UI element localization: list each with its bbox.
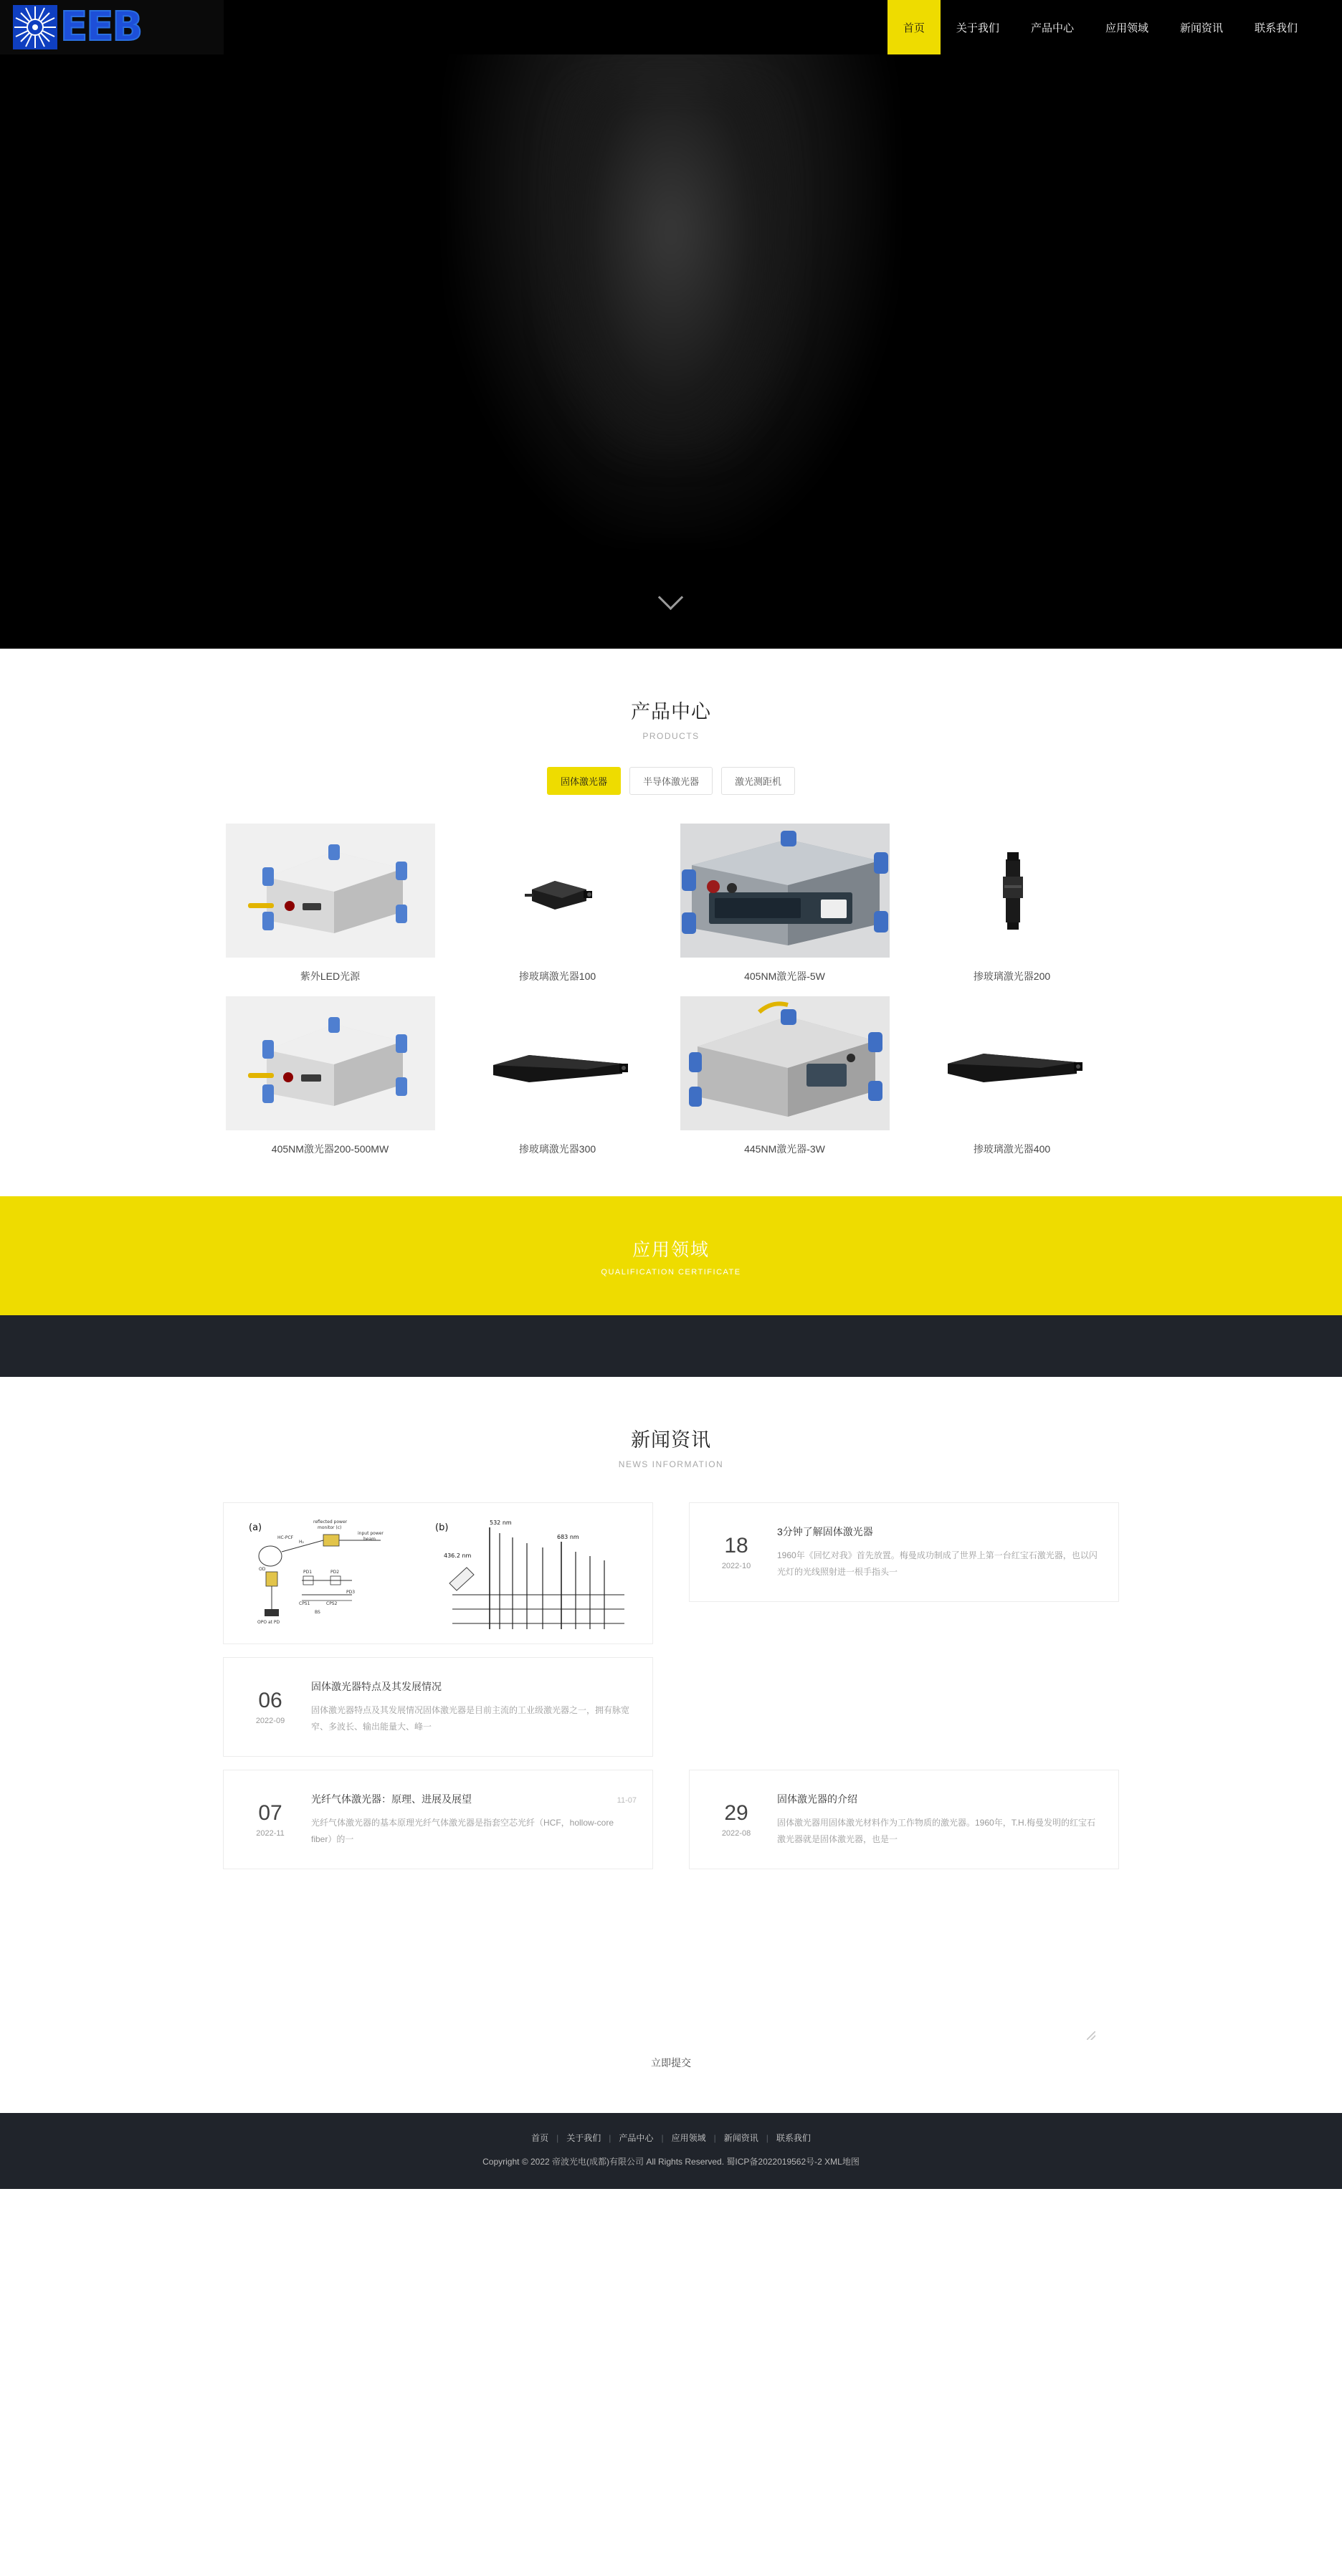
footer-separator: |: [661, 2132, 664, 2143]
tab-solid-state-laser[interactable]: 固体激光器: [547, 767, 621, 795]
news-day: 06: [258, 1689, 282, 1712]
application-dark-strip: [0, 1315, 1342, 1377]
news-body: [767, 1525, 1103, 1580]
tab-semiconductor-laser[interactable]: 半导体激光器: [629, 767, 713, 795]
chevron-down-icon[interactable]: [655, 587, 687, 606]
submit-button[interactable]: 立即提交: [651, 2057, 691, 2069]
footer-copyright: [0, 2155, 1342, 2167]
news-date: [705, 1534, 767, 1570]
svg-text:PD1: PD1: [303, 1570, 313, 1575]
svg-text:532 nm: 532 nm: [490, 1520, 512, 1526]
news-item-title: 光纤气体激光器：原理、进展及展望: [311, 1793, 472, 1805]
news-month: 2022-10: [721, 1562, 751, 1570]
product-image: [453, 996, 662, 1130]
svg-text:(b): (b): [435, 1522, 449, 1533]
nav-item-news[interactable]: 新闻资讯: [1179, 22, 1223, 34]
product-grid: [223, 824, 1119, 1156]
contact-form-section: [0, 1898, 1342, 2113]
product-card[interactable]: [905, 996, 1119, 1156]
nav-item-products[interactable]: 产品中心: [1030, 22, 1074, 34]
svg-text:input power: input power: [358, 1531, 384, 1536]
news-body: [301, 1792, 637, 1848]
product-tabs: [0, 767, 1342, 795]
footer-separator: |: [609, 2132, 611, 2143]
products-subtitle: PRODUCTS: [642, 731, 700, 741]
product-image: [908, 996, 1117, 1130]
product-image: [680, 824, 890, 958]
product-card: [677, 996, 892, 1156]
news-item-desc: 光纤气体激光器的基本原理光纤气体激光器是指套空芯光纤（HCF，hollow-core fiber）的一: [311, 1817, 614, 1844]
svg-text:(a): (a): [249, 1522, 262, 1533]
news-list-item[interactable]: [223, 1657, 653, 1757]
news-list-item[interactable]: [689, 1502, 1119, 1602]
svg-text:H₂: H₂: [299, 1540, 304, 1545]
product-name: 405NM激光器-5W: [744, 970, 825, 982]
product-image: [680, 996, 890, 1130]
footer-separator: |: [766, 2132, 768, 2143]
news-grid: [223, 1502, 1119, 1869]
svg-text:BS: BS: [315, 1610, 320, 1615]
svg-text:CPS2: CPS2: [326, 1601, 338, 1606]
product-image: [453, 824, 662, 958]
logo-text: EEB: [60, 4, 142, 50]
application-title: 应用领域: [632, 1239, 710, 1260]
application-banner: [0, 1196, 1342, 1315]
news-section: [0, 1377, 1342, 1898]
footer-link-products[interactable]: 产品中心: [619, 2133, 654, 2143]
product-card[interactable]: [905, 824, 1119, 983]
footer-link-home[interactable]: 首页: [531, 2133, 549, 2143]
svg-text:CPS1: CPS1: [299, 1601, 310, 1606]
news-item-title: 固体激光器的介绍: [777, 1793, 857, 1805]
site-footer: [0, 2113, 1342, 2189]
news-item-side-date: 11-07: [617, 1795, 637, 1805]
footer-link-applications[interactable]: 应用领域: [671, 2133, 706, 2143]
news-month: 2022-08: [721, 1829, 751, 1838]
product-card[interactable]: [450, 824, 665, 983]
footer-link-about[interactable]: 关于我们: [566, 2133, 601, 2143]
footer-nav: [0, 2132, 1342, 2144]
main-nav: [887, 0, 1342, 54]
news-month: 2022-11: [256, 1829, 285, 1838]
hero-light-beam: [553, 83, 789, 456]
nav-item-home[interactable]: 首页: [887, 0, 941, 54]
news-item-desc: 固体激光器用固体激光材料作为工作物质的激光器。1960年，T.H.梅曼发明的红宝石激光器就是固体激光器，也是一: [777, 1817, 1096, 1844]
product-image: [226, 996, 435, 1130]
product-card: [677, 824, 892, 983]
news-list-item-featured[interactable]: [223, 1770, 653, 1869]
news-day: 29: [724, 1801, 748, 1825]
footer-link-contact[interactable]: 联系我们: [776, 2133, 811, 2143]
news-date: [239, 1689, 301, 1725]
news-figure[interactable]: [223, 1502, 653, 1644]
tab-laser-rangefinder[interactable]: 激光测距机: [721, 767, 795, 795]
footer-copyright-text: Copyright © 2022 帝波光电(成都)有限公司 All Rights Reserved.: [482, 2157, 725, 2167]
product-card[interactable]: [223, 824, 437, 983]
footer-icp-link[interactable]: 蜀ICP备2022019562号-2: [726, 2157, 822, 2167]
svg-text:OPO at PD: OPO at PD: [257, 1620, 280, 1625]
news-heading: [0, 1377, 1342, 1469]
svg-text:436.2 nm: 436.2 nm: [444, 1552, 472, 1559]
news-item-desc: 1960年《回忆对我》首先放置。梅曼成功制成了世界上第一台红宝石激光器，也以闪光灯的光线照射进一根手指头一: [777, 1550, 1098, 1577]
svg-text:reflected power: reflected power: [313, 1520, 348, 1525]
product-image: [226, 824, 435, 958]
svg-text:PD3: PD3: [346, 1590, 356, 1595]
news-subtitle: NEWS INFORMATION: [618, 1459, 724, 1469]
product-name: 掺玻璃激光器300: [518, 1143, 596, 1155]
svg-text:PD2: PD2: [330, 1570, 340, 1575]
hero-banner: [0, 54, 1342, 649]
logo[interactable]: [0, 0, 224, 54]
products-section: [0, 649, 1342, 1196]
footer-sitemap-link[interactable]: XML地图: [824, 2157, 860, 2167]
product-card[interactable]: [223, 996, 437, 1156]
sunburst-logo-icon: [13, 5, 57, 49]
news-item-title: 固体激光器特点及其发展情况: [311, 1680, 442, 1692]
svg-text:HC-PCF: HC-PCF: [277, 1535, 294, 1540]
svg-text:683 nm: 683 nm: [557, 1534, 579, 1540]
news-date: [239, 1801, 301, 1838]
footer-link-news[interactable]: 新闻资讯: [723, 2133, 758, 2143]
product-card[interactable]: [450, 996, 665, 1156]
news-day: 18: [724, 1534, 748, 1557]
svg-text:monitor (c): monitor (c): [318, 1525, 342, 1530]
news-day: 07: [258, 1801, 282, 1825]
product-name: 掺玻璃激光器200: [973, 970, 1051, 982]
news-month: 2022-09: [255, 1717, 285, 1725]
svg-text:OD: OD: [259, 1567, 266, 1572]
nav-item-about[interactable]: 关于我们: [956, 22, 999, 34]
site-header: [0, 0, 1342, 54]
footer-separator: |: [556, 2132, 559, 2143]
svg-text:beam: beam: [363, 1537, 376, 1542]
nav-item-contact[interactable]: 联系我们: [1254, 22, 1298, 34]
news-list-item[interactable]: [689, 1770, 1119, 1869]
news-item-title: 3分钟了解固体激光器: [777, 1525, 873, 1537]
nav-item-applications[interactable]: 应用领域: [1105, 22, 1148, 34]
product-image: [908, 824, 1117, 958]
product-name: 掺玻璃激光器400: [973, 1143, 1051, 1155]
news-date: [705, 1801, 767, 1838]
news-body: [767, 1792, 1103, 1848]
page-title: 产品中心: [631, 701, 711, 722]
news-body: [301, 1679, 637, 1735]
product-name: 掺玻璃激光器100: [518, 970, 596, 982]
product-name: 405NM激光器200-500MW: [271, 1143, 389, 1155]
footer-separator: |: [713, 2132, 716, 2143]
news-item-desc: 固体激光器特点及其发展情况固体激光器是目前主流的工业级激光器之一，拥有脉宽窄、多波长、输出能量大、峰一: [311, 1704, 630, 1732]
product-name: 紫外LED光源: [300, 970, 361, 982]
product-name: 445NM激光器-3W: [744, 1143, 825, 1155]
resize-handle-icon[interactable]: [1087, 2031, 1095, 2040]
products-heading: [0, 649, 1342, 741]
application-subtitle: QUALIFICATION CERTIFICATE: [601, 1267, 741, 1277]
news-title: 新闻资讯: [631, 1429, 711, 1451]
